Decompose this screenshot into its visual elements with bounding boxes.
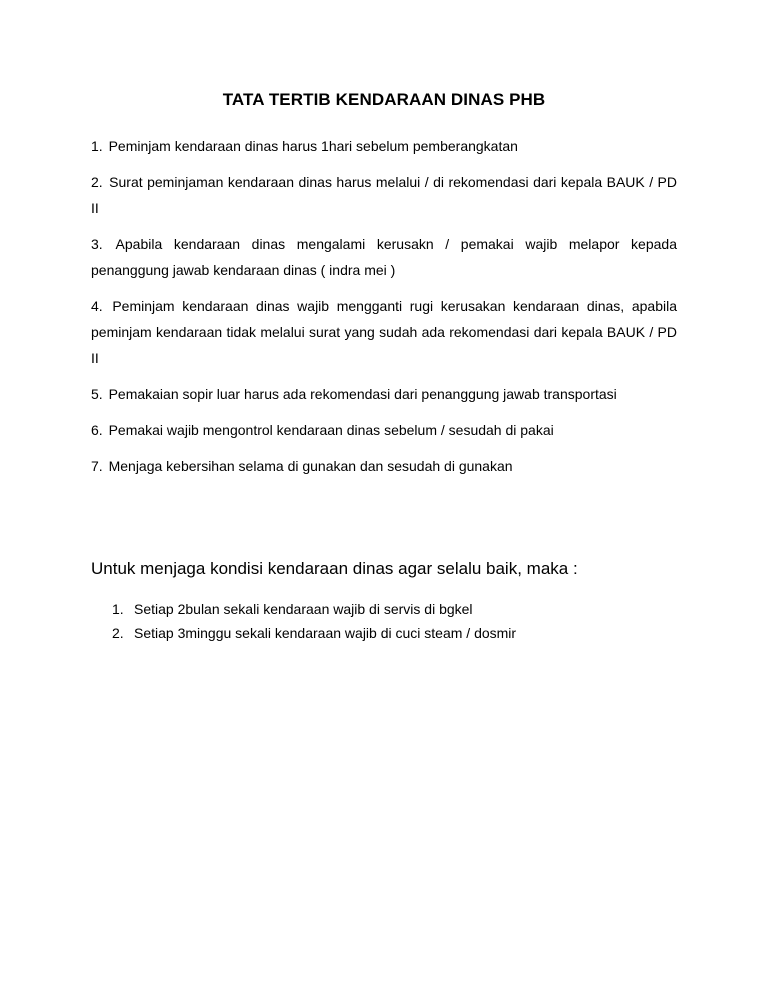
rule-number: 1.	[91, 138, 103, 154]
rule-text: Menjaga kebersihan selama di gunakan dan sesudah di gunakan	[108, 458, 513, 474]
rule-item	[91, 169, 677, 221]
rule-item	[91, 381, 677, 407]
rule-item	[91, 453, 677, 479]
rule-number: 7.	[91, 458, 103, 474]
rule-item	[91, 133, 677, 159]
maintenance-number: 2.	[112, 625, 124, 641]
rule-item	[91, 417, 677, 443]
rule-text: Surat peminjaman kendaraan dinas harus melalui / di rekomendasi dari kepala BAUK / PD II	[91, 174, 678, 216]
rule-number: 4.	[91, 298, 103, 314]
rule-text: Peminjam kendaraan dinas harus 1hari sebelum pemberangkatan	[108, 138, 518, 154]
rule-text: Pemakaian sopir luar harus ada rekomendasi dari penanggung jawab transportasi	[108, 386, 617, 402]
maintenance-item	[112, 597, 672, 621]
maintenance-number: 1.	[112, 601, 124, 617]
maintenance-list	[112, 597, 672, 645]
rule-number: 5.	[91, 386, 103, 402]
maintenance-intro: Untuk menjaga kondisi kendaraan dinas agar selalu baik, maka :	[91, 559, 578, 578]
rule-text: Pemakai wajib mengontrol kendaraan dinas sebelum / sesudah di pakai	[108, 422, 554, 438]
rule-text: Apabila kendaraan dinas mengalami kerusakn / pemakai wajib melapor kepada penanggung jawab kendaraan dinas ( indra mei )	[91, 236, 677, 278]
rule-item	[91, 231, 677, 283]
rule-number: 6.	[91, 422, 103, 438]
maintenance-text: Setiap 3minggu sekali kendaraan wajib di cuci steam / dosmir	[134, 625, 517, 641]
document-title: TATA TERTIB KENDARAAN DINAS PHB	[222, 90, 546, 109]
rules-list	[91, 133, 677, 489]
rule-number: 3.	[91, 236, 103, 252]
rule-text: Peminjam kendaraan dinas wajib mengganti rugi kerusakan kendaraan dinas, apabila peminjam kendaraan tidak melalui surat yang sudah ada rekomendasi dari kepala BAUK / PD II	[91, 298, 677, 366]
maintenance-item	[112, 621, 672, 645]
rule-item	[91, 293, 677, 371]
rule-number: 2.	[91, 174, 103, 190]
maintenance-text: Setiap 2bulan sekali kendaraan wajib di servis di bgkel	[134, 601, 473, 617]
